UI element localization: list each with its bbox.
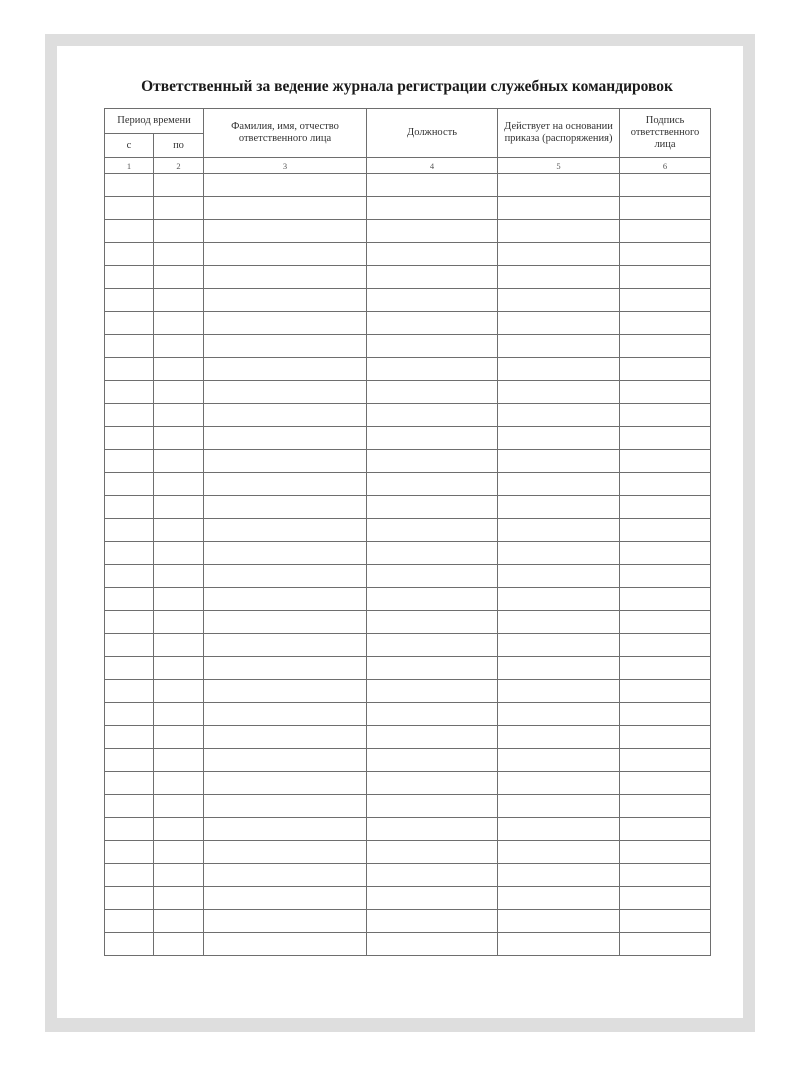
name-cell[interactable] — [204, 933, 367, 956]
column-number: 6 — [620, 158, 711, 174]
from-date-cell[interactable] — [105, 634, 154, 657]
table-row — [105, 335, 711, 358]
position-cell[interactable] — [367, 243, 498, 266]
from-date-cell[interactable] — [105, 703, 154, 726]
from-date-cell[interactable] — [105, 289, 154, 312]
name-cell[interactable] — [204, 381, 367, 404]
table-row — [105, 634, 711, 657]
position-cell[interactable] — [367, 427, 498, 450]
signature-cell[interactable] — [620, 726, 711, 749]
signature-cell[interactable] — [620, 795, 711, 818]
signature-cell[interactable] — [620, 450, 711, 473]
position-cell[interactable] — [367, 312, 498, 335]
table-row — [105, 174, 711, 197]
from-date-cell[interactable] — [105, 335, 154, 358]
to-date-cell[interactable] — [154, 841, 204, 864]
to-date-cell[interactable] — [154, 864, 204, 887]
basis-cell[interactable] — [498, 335, 620, 358]
from-date-cell[interactable] — [105, 772, 154, 795]
position-cell[interactable] — [367, 358, 498, 381]
from-date-cell[interactable] — [105, 312, 154, 335]
name-cell[interactable] — [204, 772, 367, 795]
to-date-cell[interactable] — [154, 910, 204, 933]
from-date-cell[interactable] — [105, 611, 154, 634]
position-cell[interactable] — [367, 519, 498, 542]
from-date-cell[interactable] — [105, 358, 154, 381]
name-cell[interactable] — [204, 588, 367, 611]
basis-cell[interactable] — [498, 358, 620, 381]
name-cell[interactable] — [204, 266, 367, 289]
to-date-cell[interactable] — [154, 933, 204, 956]
name-cell[interactable] — [204, 634, 367, 657]
signature-cell[interactable] — [620, 519, 711, 542]
from-date-cell[interactable] — [105, 197, 154, 220]
signature-cell[interactable] — [620, 588, 711, 611]
signature-cell[interactable] — [620, 611, 711, 634]
table-row — [105, 427, 711, 450]
position-cell[interactable] — [367, 703, 498, 726]
header-from: с — [105, 134, 154, 158]
position-cell[interactable] — [367, 197, 498, 220]
position-cell[interactable] — [367, 749, 498, 772]
signature-cell[interactable] — [620, 220, 711, 243]
to-date-cell[interactable] — [154, 634, 204, 657]
position-cell[interactable] — [367, 473, 498, 496]
name-cell[interactable] — [204, 703, 367, 726]
position-cell[interactable] — [367, 496, 498, 519]
table-row — [105, 772, 711, 795]
to-date-cell[interactable] — [154, 565, 204, 588]
signature-cell[interactable] — [620, 634, 711, 657]
name-cell[interactable] — [204, 404, 367, 427]
table-row — [105, 519, 711, 542]
from-date-cell[interactable] — [105, 496, 154, 519]
from-date-cell[interactable] — [105, 657, 154, 680]
from-date-cell[interactable] — [105, 381, 154, 404]
from-date-cell[interactable] — [105, 565, 154, 588]
basis-cell[interactable] — [498, 266, 620, 289]
basis-cell[interactable] — [498, 381, 620, 404]
position-cell[interactable] — [367, 588, 498, 611]
signature-cell[interactable] — [620, 381, 711, 404]
column-number-row — [105, 158, 711, 174]
column-number: 1 — [105, 158, 154, 174]
to-date-cell[interactable] — [154, 657, 204, 680]
table-row — [105, 818, 711, 841]
position-cell[interactable] — [367, 611, 498, 634]
from-date-cell[interactable] — [105, 795, 154, 818]
to-date-cell[interactable] — [154, 680, 204, 703]
table-row — [105, 611, 711, 634]
table-row — [105, 910, 711, 933]
signature-cell[interactable] — [620, 427, 711, 450]
journal-table — [104, 108, 711, 956]
to-date-cell[interactable] — [154, 519, 204, 542]
from-date-cell[interactable] — [105, 266, 154, 289]
to-date-cell[interactable] — [154, 358, 204, 381]
from-date-cell[interactable] — [105, 473, 154, 496]
to-date-cell[interactable] — [154, 588, 204, 611]
table-row — [105, 197, 711, 220]
signature-cell[interactable] — [620, 243, 711, 266]
signature-cell[interactable] — [620, 933, 711, 956]
position-cell[interactable] — [367, 726, 498, 749]
basis-cell[interactable] — [498, 657, 620, 680]
name-cell[interactable] — [204, 519, 367, 542]
position-cell[interactable] — [367, 772, 498, 795]
from-date-cell[interactable] — [105, 404, 154, 427]
table-row — [105, 312, 711, 335]
table-row — [105, 565, 711, 588]
column-number: 5 — [498, 158, 620, 174]
to-date-cell[interactable] — [154, 220, 204, 243]
table-row — [105, 358, 711, 381]
position-cell[interactable] — [367, 289, 498, 312]
basis-cell[interactable] — [498, 289, 620, 312]
signature-cell[interactable] — [620, 565, 711, 588]
basis-cell[interactable] — [498, 749, 620, 772]
from-date-cell[interactable] — [105, 519, 154, 542]
from-date-cell[interactable] — [105, 174, 154, 197]
table-row — [105, 496, 711, 519]
basis-cell[interactable] — [498, 427, 620, 450]
signature-cell[interactable] — [620, 680, 711, 703]
table-row — [105, 703, 711, 726]
from-date-cell[interactable] — [105, 887, 154, 910]
basis-cell[interactable] — [498, 450, 620, 473]
to-date-cell[interactable] — [154, 726, 204, 749]
name-cell[interactable] — [204, 197, 367, 220]
position-cell[interactable] — [367, 818, 498, 841]
table-row — [105, 841, 711, 864]
basis-cell[interactable] — [498, 634, 620, 657]
signature-cell[interactable] — [620, 473, 711, 496]
position-cell[interactable] — [367, 864, 498, 887]
from-date-cell[interactable] — [105, 818, 154, 841]
name-cell[interactable] — [204, 312, 367, 335]
basis-cell[interactable] — [498, 611, 620, 634]
position-cell[interactable] — [367, 634, 498, 657]
to-date-cell[interactable] — [154, 473, 204, 496]
position-cell[interactable] — [367, 404, 498, 427]
name-cell[interactable] — [204, 841, 367, 864]
from-date-cell[interactable] — [105, 680, 154, 703]
from-date-cell[interactable] — [105, 864, 154, 887]
signature-cell[interactable] — [620, 772, 711, 795]
from-date-cell[interactable] — [105, 220, 154, 243]
basis-cell[interactable] — [498, 565, 620, 588]
position-cell[interactable] — [367, 795, 498, 818]
signature-cell[interactable] — [620, 335, 711, 358]
basis-cell[interactable] — [498, 726, 620, 749]
position-cell[interactable] — [367, 841, 498, 864]
name-cell[interactable] — [204, 611, 367, 634]
basis-cell[interactable] — [498, 404, 620, 427]
from-date-cell[interactable] — [105, 243, 154, 266]
basis-cell[interactable] — [498, 519, 620, 542]
signature-cell[interactable] — [620, 266, 711, 289]
name-cell[interactable] — [204, 887, 367, 910]
position-cell[interactable] — [367, 887, 498, 910]
position-cell[interactable] — [367, 450, 498, 473]
name-cell[interactable] — [204, 243, 367, 266]
position-cell[interactable] — [367, 174, 498, 197]
basis-cell[interactable] — [498, 220, 620, 243]
position-cell[interactable] — [367, 657, 498, 680]
table-row — [105, 657, 711, 680]
name-cell[interactable] — [204, 427, 367, 450]
to-date-cell[interactable] — [154, 611, 204, 634]
basis-cell[interactable] — [498, 910, 620, 933]
basis-cell[interactable] — [498, 795, 620, 818]
to-date-cell[interactable] — [154, 450, 204, 473]
signature-cell[interactable] — [620, 358, 711, 381]
signature-cell[interactable] — [620, 542, 711, 565]
name-cell[interactable] — [204, 335, 367, 358]
signature-cell[interactable] — [620, 312, 711, 335]
header-position: Должность — [367, 109, 498, 158]
basis-cell[interactable] — [498, 473, 620, 496]
header-basis: Действует на основании приказа (распоряжения) — [498, 109, 620, 158]
to-date-cell[interactable] — [154, 174, 204, 197]
position-cell[interactable] — [367, 335, 498, 358]
table-row — [105, 381, 711, 404]
from-date-cell[interactable] — [105, 841, 154, 864]
from-date-cell[interactable] — [105, 588, 154, 611]
to-date-cell[interactable] — [154, 749, 204, 772]
basis-cell[interactable] — [498, 887, 620, 910]
basis-cell[interactable] — [498, 841, 620, 864]
name-cell[interactable] — [204, 174, 367, 197]
header-signature: Подпись ответственного лица — [620, 109, 711, 158]
from-date-cell[interactable] — [105, 450, 154, 473]
from-date-cell[interactable] — [105, 726, 154, 749]
name-cell[interactable] — [204, 358, 367, 381]
to-date-cell[interactable] — [154, 795, 204, 818]
name-cell[interactable] — [204, 726, 367, 749]
table-row — [105, 404, 711, 427]
basis-cell[interactable] — [498, 197, 620, 220]
table-row — [105, 795, 711, 818]
signature-cell[interactable] — [620, 749, 711, 772]
signature-cell[interactable] — [620, 703, 711, 726]
column-number: 2 — [154, 158, 204, 174]
table-row — [105, 542, 711, 565]
name-cell[interactable] — [204, 220, 367, 243]
basis-cell[interactable] — [498, 933, 620, 956]
to-date-cell[interactable] — [154, 542, 204, 565]
to-date-cell[interactable] — [154, 312, 204, 335]
to-date-cell[interactable] — [154, 266, 204, 289]
basis-cell[interactable] — [498, 864, 620, 887]
signature-cell[interactable] — [620, 887, 711, 910]
position-cell[interactable] — [367, 565, 498, 588]
to-date-cell[interactable] — [154, 772, 204, 795]
from-date-cell[interactable] — [105, 910, 154, 933]
to-date-cell[interactable] — [154, 818, 204, 841]
table-row — [105, 933, 711, 956]
table-row — [105, 473, 711, 496]
signature-cell[interactable] — [620, 404, 711, 427]
basis-cell[interactable] — [498, 542, 620, 565]
from-date-cell[interactable] — [105, 933, 154, 956]
signature-cell[interactable] — [620, 289, 711, 312]
position-cell[interactable] — [367, 910, 498, 933]
to-date-cell[interactable] — [154, 887, 204, 910]
name-cell[interactable] — [204, 657, 367, 680]
column-number: 3 — [204, 158, 367, 174]
table-row — [105, 289, 711, 312]
to-date-cell[interactable] — [154, 335, 204, 358]
signature-cell[interactable] — [620, 657, 711, 680]
to-date-cell[interactable] — [154, 197, 204, 220]
signature-cell[interactable] — [620, 174, 711, 197]
table-row — [105, 726, 711, 749]
position-cell[interactable] — [367, 680, 498, 703]
name-cell[interactable] — [204, 910, 367, 933]
name-cell[interactable] — [204, 680, 367, 703]
table-row — [105, 680, 711, 703]
table-row — [105, 220, 711, 243]
name-cell[interactable] — [204, 864, 367, 887]
name-cell[interactable] — [204, 289, 367, 312]
position-cell[interactable] — [367, 933, 498, 956]
name-cell[interactable] — [204, 818, 367, 841]
basis-cell[interactable] — [498, 174, 620, 197]
basis-cell[interactable] — [498, 496, 620, 519]
from-date-cell[interactable] — [105, 427, 154, 450]
to-date-cell[interactable] — [154, 496, 204, 519]
to-date-cell[interactable] — [154, 381, 204, 404]
column-number: 4 — [367, 158, 498, 174]
to-date-cell[interactable] — [154, 404, 204, 427]
name-cell[interactable] — [204, 450, 367, 473]
journal-body — [105, 174, 711, 956]
signature-cell[interactable] — [620, 496, 711, 519]
table-row — [105, 450, 711, 473]
signature-cell[interactable] — [620, 910, 711, 933]
signature-cell[interactable] — [620, 864, 711, 887]
table-row — [105, 588, 711, 611]
from-date-cell[interactable] — [105, 542, 154, 565]
to-date-cell[interactable] — [154, 427, 204, 450]
basis-cell[interactable] — [498, 680, 620, 703]
header-name: Фамилия, имя, отчество ответственного лица — [204, 109, 367, 158]
basis-cell[interactable] — [498, 772, 620, 795]
table-row — [105, 749, 711, 772]
header-period: Период времени — [105, 109, 204, 134]
basis-cell[interactable] — [498, 312, 620, 335]
table-row — [105, 887, 711, 910]
to-date-cell[interactable] — [154, 703, 204, 726]
basis-cell[interactable] — [498, 703, 620, 726]
position-cell[interactable] — [367, 381, 498, 404]
basis-cell[interactable] — [498, 818, 620, 841]
to-date-cell[interactable] — [154, 289, 204, 312]
document-title: Ответственный за ведение журнала регистрации служебных командировок — [141, 78, 673, 95]
table-row — [105, 864, 711, 887]
basis-cell[interactable] — [498, 243, 620, 266]
basis-cell[interactable] — [498, 588, 620, 611]
signature-cell[interactable] — [620, 197, 711, 220]
position-cell[interactable] — [367, 266, 498, 289]
name-cell[interactable] — [204, 565, 367, 588]
header-to: по — [154, 134, 204, 158]
name-cell[interactable] — [204, 473, 367, 496]
signature-cell[interactable] — [620, 818, 711, 841]
from-date-cell[interactable] — [105, 749, 154, 772]
name-cell[interactable] — [204, 496, 367, 519]
table-row — [105, 243, 711, 266]
position-cell[interactable] — [367, 220, 498, 243]
signature-cell[interactable] — [620, 841, 711, 864]
name-cell[interactable] — [204, 749, 367, 772]
position-cell[interactable] — [367, 542, 498, 565]
name-cell[interactable] — [204, 542, 367, 565]
to-date-cell[interactable] — [154, 243, 204, 266]
table-row — [105, 266, 711, 289]
name-cell[interactable] — [204, 795, 367, 818]
